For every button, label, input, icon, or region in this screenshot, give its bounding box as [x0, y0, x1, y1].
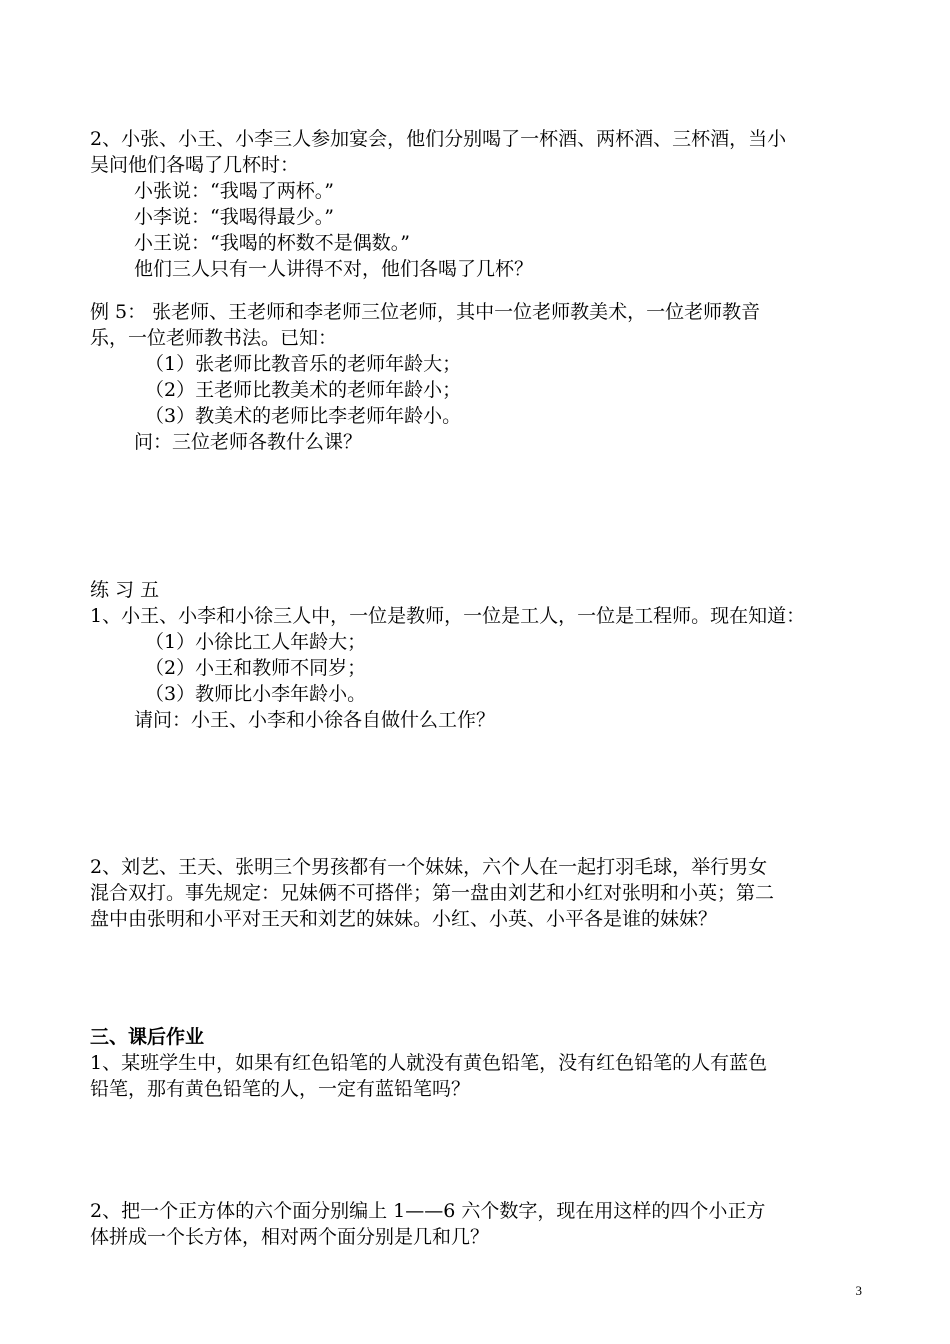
q2-wine-li-statement: 小李说：“我喝得最少。”	[134, 206, 334, 228]
page-number: 3	[855, 1283, 862, 1298]
exercise5-q1-condition-1: （1）小徐比工人年龄大；	[145, 631, 367, 653]
exercise5-q2-line1: 2、刘艺、王天、张明三个男孩都有一个妹妹，六个人在一起打羽毛球，举行男女	[90, 856, 768, 878]
homework-q1-line2: 铅笔，那有黄色铅笔的人，一定有蓝铅笔吗？	[90, 1078, 471, 1100]
example5-question: 问：三位老师各教什么课？	[134, 431, 363, 453]
q2-wine-wang-statement: 小王说：“我喝的杯数不是偶数。”	[134, 232, 410, 254]
exercise5-q1-question: 请问：小王、小李和小徐各自做什么工作？	[134, 709, 496, 731]
exercise5-q2-line3: 盘中由张明和小平对王天和刘艺的妹妹。小红、小英、小平各是谁的妹妹？	[90, 908, 718, 930]
homework-q2-line1: 2、把一个正方体的六个面分别编上 1——6 六个数字，现在用这样的四个小正方	[90, 1200, 766, 1222]
exercise5-q1-condition-3: （3）教师比小李年龄小。	[145, 683, 367, 705]
q2-wine-question: 他们三人只有一人讲得不对，他们各喝了几杯？	[134, 258, 534, 280]
exercise5-q1-condition-2: （2）小王和教师不同岁；	[145, 657, 367, 679]
example5-line2: 乐，一位老师教书法。已知：	[90, 327, 338, 349]
q2-wine-line2: 吴问他们各喝了几杯时：	[90, 154, 300, 176]
example5-condition-1: （1）张老师比教音乐的老师年龄大；	[145, 353, 462, 375]
example5-condition-3: （3）教美术的老师比李老师年龄小。	[145, 405, 462, 427]
example5-line1: 例 5： 张老师、王老师和李老师三位老师，其中一位老师教美术，一位老师教音	[90, 301, 761, 323]
exercise5-q2-line2: 混合双打。事先规定：兄妹俩不可搭伴；第一盘由刘艺和小红对张明和小英；第二	[90, 882, 775, 904]
exercise5-title: 练 习 五	[90, 579, 160, 601]
exercise5-q1-line1: 1、小王、小李和小徐三人中，一位是教师，一位是工人，一位是工程师。现在知道：	[90, 605, 806, 627]
q2-wine-line1: 2、小张、小王、小李三人参加宴会，他们分别喝了一杯酒、两杯酒、三杯酒，当小	[90, 128, 787, 150]
homework-q2-line2: 体拼成一个长方体，相对两个面分别是几和几？	[90, 1226, 490, 1248]
example5-condition-2: （2）王老师比教美术的老师年龄小；	[145, 379, 462, 401]
q2-wine-zhang-statement: 小张说：“我喝了两杯。”	[134, 180, 334, 202]
homework-q1-line1: 1、某班学生中，如果有红色铅笔的人就没有黄色铅笔，没有红色铅笔的人有蓝色	[90, 1052, 768, 1074]
homework-title: 三、课后作业	[90, 1026, 205, 1048]
